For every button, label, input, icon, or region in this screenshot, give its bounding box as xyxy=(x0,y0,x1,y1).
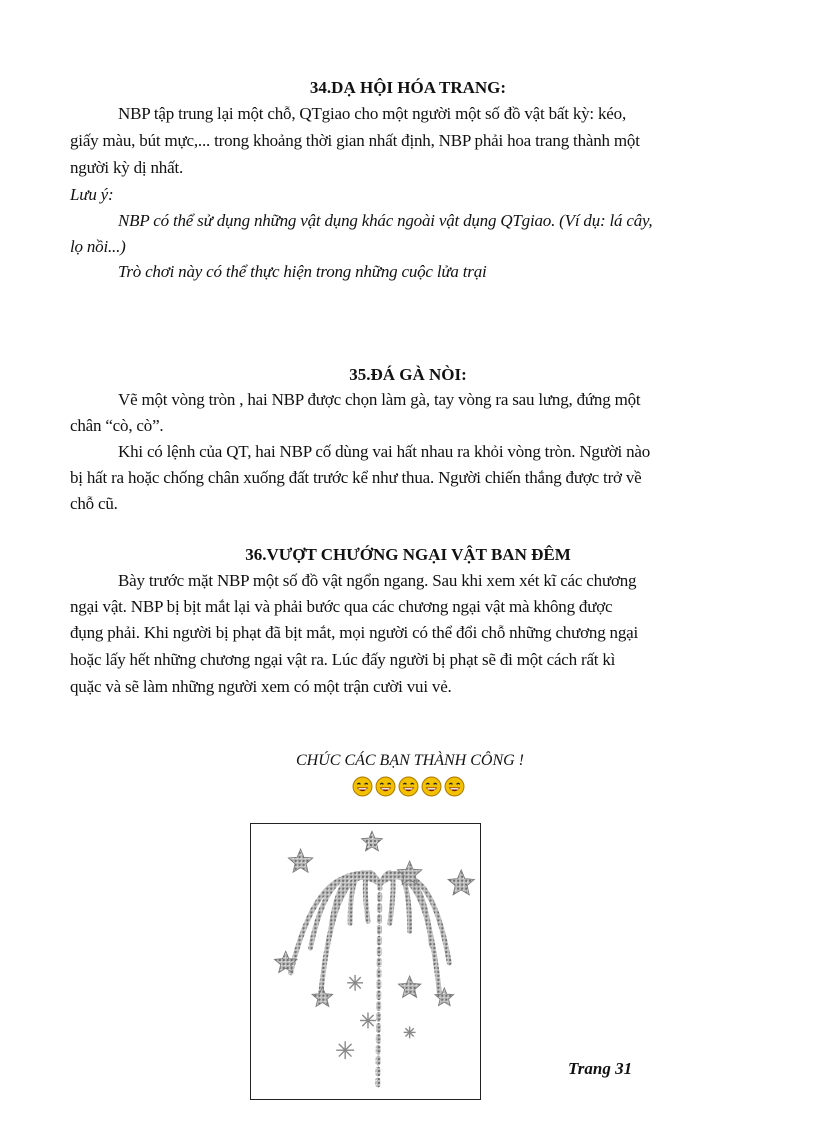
section-35-title: 35.ĐÁ GÀ NÒI: xyxy=(349,365,467,384)
section-34-line-1: NBP tập trung lại một chỗ, QTgiao cho một người một số đồ vật bất kỳ: kéo, xyxy=(118,104,626,123)
sparkle-icon xyxy=(336,1041,354,1059)
section-36-line-5: quặc và sẽ làm những người xem có một trận cười vui vẻ. xyxy=(70,677,452,696)
section-35-line-3: Khi có lệnh của QT, hai NBP cố dùng vai hất nhau ra khỏi vòng tròn. Người nào xyxy=(118,442,651,461)
section-36-line-1: Bày trước mặt NBP một số đồ vật ngổn ngang. Sau khi xem xét kĩ các chương xyxy=(118,571,637,590)
star-icon xyxy=(288,849,313,872)
star-icon xyxy=(448,870,474,895)
section-34-line-3: người kỳ dị nhất. xyxy=(70,158,184,177)
section-35-line-5: chỗ cũ. xyxy=(70,494,118,513)
section-35-line-1: Vẽ một vòng tròn , hai NBP được chọn làm gà, tay vòng ra sau lưng, đứng một xyxy=(118,390,641,409)
page-number: Trang 31 xyxy=(568,1059,633,1078)
sparkle-icon xyxy=(360,1013,376,1029)
fireworks-illustration xyxy=(251,824,480,1099)
fireworks-image xyxy=(250,823,481,1100)
section-36-line-3: đụng phải. Khi người bị phạt đã bịt mắt, mọi người có thể đổi chỗ những chương ngại xyxy=(70,623,639,642)
section-34-title: 34.DẠ HỘI HÓA TRANG: xyxy=(309,78,507,97)
sparkle-icon xyxy=(404,1026,416,1038)
laughing-face-icon xyxy=(421,776,442,797)
section-35-line-2: chân “cò, cò”. xyxy=(70,416,164,435)
section-36-line-2: ngại vật. NBP bị bịt mắt lại và phải bước qua các chương ngại vật mà không được xyxy=(70,597,613,616)
laughing-face-icon xyxy=(444,776,465,797)
laughing-face-icon xyxy=(352,776,373,797)
star-icon xyxy=(362,831,383,851)
section-35-line-4: bị hất ra hoặc chống chân xuống đất trước kể như thua. Người chiến thắng được trở về xyxy=(70,468,642,487)
star-icon xyxy=(312,987,333,1007)
firework-trail xyxy=(378,884,380,1087)
laughing-face-icon xyxy=(375,776,396,797)
emoji-row xyxy=(352,776,465,797)
laughing-face-icon xyxy=(398,776,419,797)
section-34-line-2: giấy màu, bút mực,... trong khoảng thời gian nhất định, NBP phải hoa trang thành một xyxy=(70,131,640,150)
section-34-note-label: Lưu ý: xyxy=(70,185,114,204)
closing-message: CHÚC CÁC BẠN THÀNH CÔNG ! xyxy=(295,752,525,769)
star-icon xyxy=(398,976,421,998)
section-36-title: 36.VƯỢT CHƯỚNG NGẠI VẬT BAN ĐÊM xyxy=(245,545,571,564)
section-34-note-line-3: Trò chơi này có thể thực hiện trong những cuộc lửa trại xyxy=(118,262,487,281)
section-34-note-line-1: NBP có thể sử dụng những vật dụng khác ngoài vật dụng QTgiao. (Ví dụ: lá cây, xyxy=(118,211,653,230)
section-34-note-line-2: lọ nồi...) xyxy=(70,237,126,256)
sparkle-icon xyxy=(347,975,363,991)
section-36-line-4: hoặc lấy hết những chương ngại vật ra. Lúc đấy người bị phạt sẽ đi một cách rất kì xyxy=(70,650,616,669)
